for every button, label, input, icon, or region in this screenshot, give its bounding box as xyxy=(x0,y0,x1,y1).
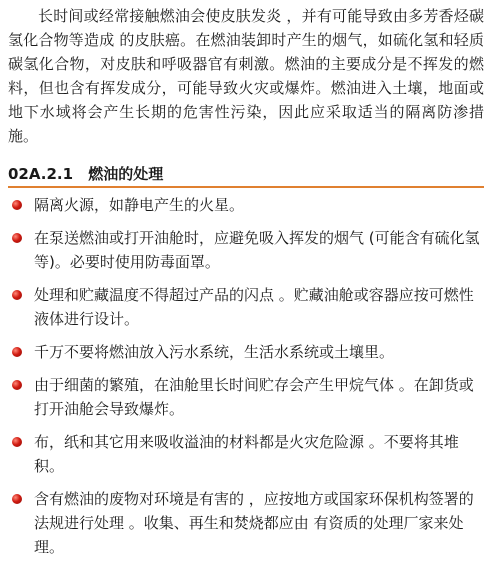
bullet-icon xyxy=(12,290,22,300)
bullet-icon xyxy=(12,380,22,390)
list-item-text: 处理和贮藏温度不得超过产品的闪点 。贮藏油舱或容器应按可燃性液体进行设计。 xyxy=(34,286,474,328)
list-item xyxy=(8,226,484,274)
handling-rules-list xyxy=(8,193,484,568)
list-item xyxy=(8,283,484,331)
list-item xyxy=(8,193,484,217)
bullet-icon xyxy=(12,437,22,447)
list-item xyxy=(8,373,484,421)
list-item-text: 布，纸和其它用来吸收溢油的材料都是火灾危险源 。不要将其堆积。 xyxy=(34,433,459,475)
list-item xyxy=(8,430,484,478)
list-item xyxy=(8,487,484,559)
section-number: 02A.2.1 xyxy=(8,165,74,183)
list-item xyxy=(8,340,484,364)
intro-paragraph: 长时间或经常接触燃油会使皮肤发炎 ，并有可能导致由多芳香烃碳氢化合物等造成 的皮肤癌。在燃油装卸时产生的烟气，如硫化氢和轻质碳氢化合物，对皮肤和呼吸器官有刺激。燃油的主要成分是不挥发的燃料，但也含有挥发成分，可能导致火灾或爆炸。燃油进入土壤，地面或地下水域将会产生长期的危害性污染，因此应采取适当的隔离防渗措施。 xyxy=(8,7,484,145)
list-item-text: 千万不要将燃油放入污水系统，生活水系统或土壤里。 xyxy=(34,343,395,361)
bullet-icon xyxy=(12,200,22,210)
list-item-text: 由于细菌的繁殖，在油舱里长时间贮存会产生甲烷气体 。在卸货或打开油舱会导致爆炸。 xyxy=(34,376,474,418)
bullet-icon xyxy=(12,233,22,243)
list-item-text: 含有燃油的废物对环境是有害的 ，应按地方或国家环保机构签署的法规进行处理 。收集、再生和焚烧都应由 有资质的处理厂家来处理。 xyxy=(34,490,474,556)
bullet-icon xyxy=(12,347,22,357)
list-item-text: 隔离火源，如静电产生的火星。 xyxy=(34,196,245,214)
bullet-icon xyxy=(12,494,22,504)
list-item-text: 在泵送燃油或打开油舱时，应避免吸入挥发的烟气 (可能含有硫化氢等)。必要时使用防毒面罩。 xyxy=(34,229,480,271)
section-title: 燃油的处理 xyxy=(88,165,164,183)
section-heading xyxy=(8,164,484,188)
